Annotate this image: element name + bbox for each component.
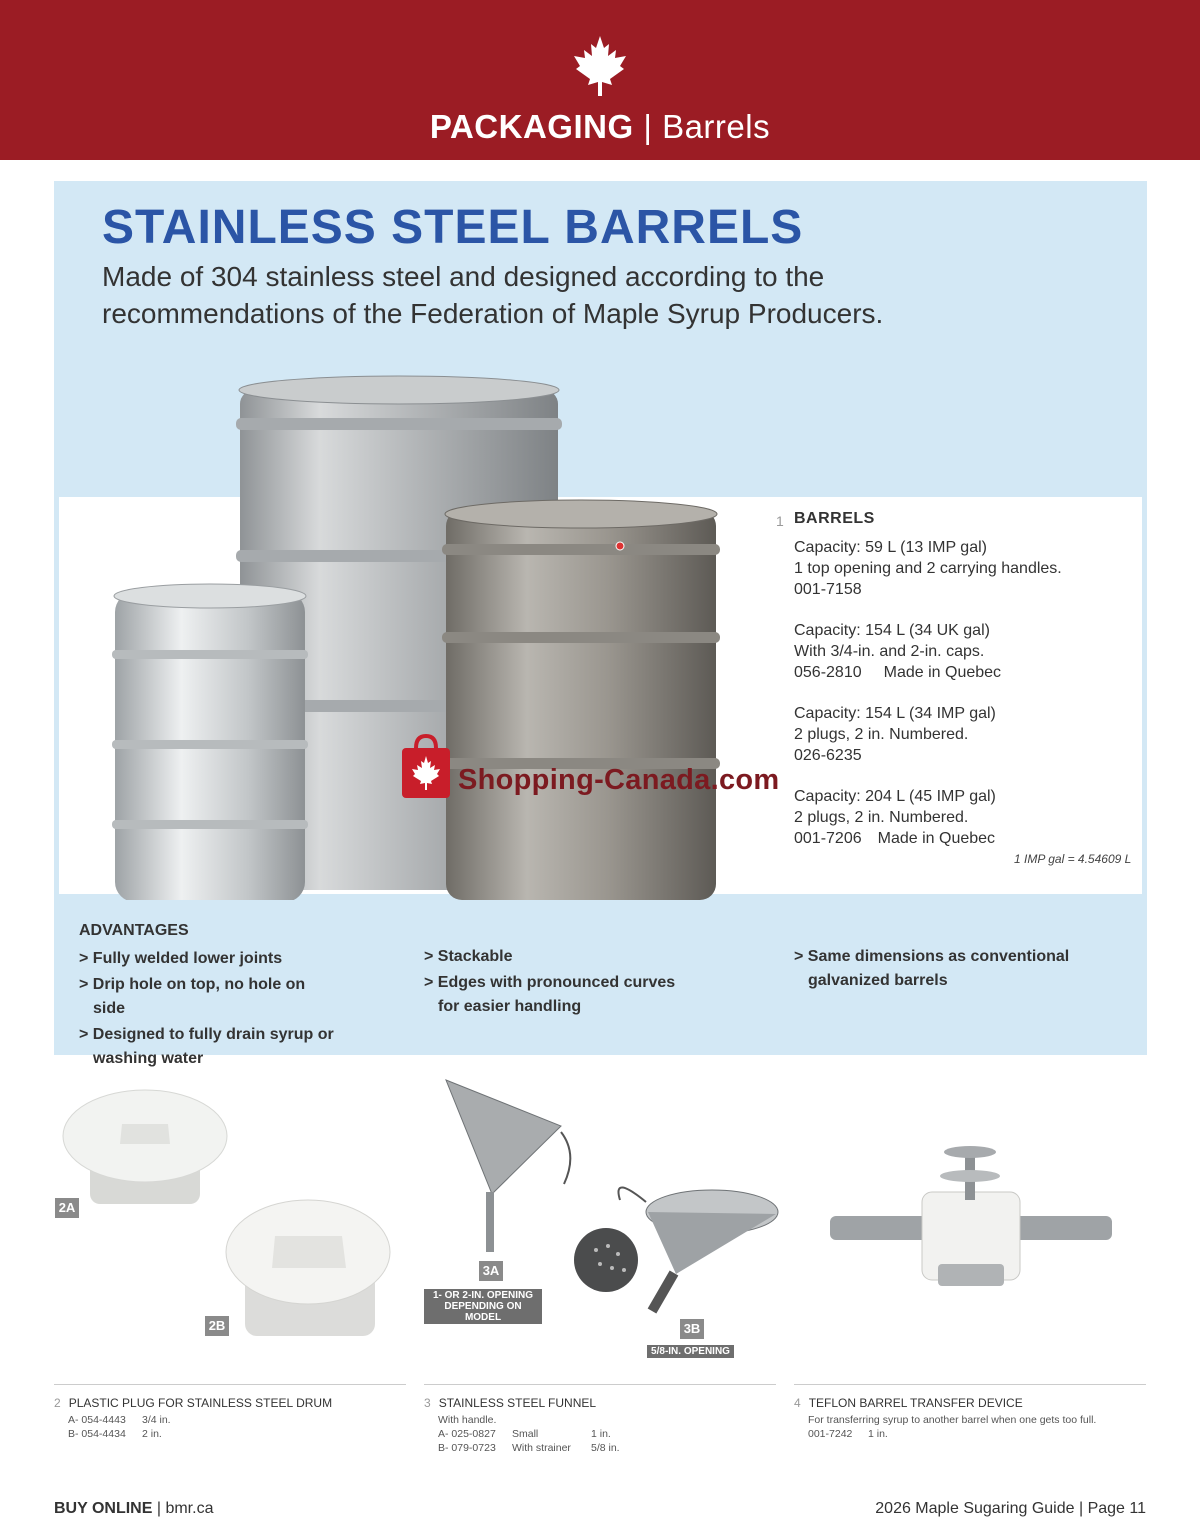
medium-barrel xyxy=(442,500,720,900)
variant-origin: Made in Quebec xyxy=(883,664,1002,681)
item-code: 001-7242 xyxy=(808,1428,853,1440)
product-details xyxy=(808,1413,1096,1441)
shopping-bag-maple-icon xyxy=(400,732,452,798)
variant-capacity: Capacity: 59 L (13 IMP gal) xyxy=(794,539,987,556)
funnel-photo xyxy=(436,1074,786,1374)
page-subtitle: Made of 304 stainless steel and designed according to the recommendations of the Federation of Maple Syrup Producers. xyxy=(102,261,884,329)
item-code: B- 079-0723 xyxy=(438,1442,496,1454)
footer-separator: | xyxy=(156,1500,161,1517)
variant-block xyxy=(794,537,1062,600)
advantage-item: > Stackable xyxy=(424,948,513,965)
watermark-text: Shopping-Canada.com xyxy=(458,764,780,796)
footer-right xyxy=(875,1500,1146,1518)
variant-feature: 2 plugs, 2 in. Numbered. xyxy=(794,809,969,826)
footer-separator: | xyxy=(1078,1500,1084,1517)
section-name: PACKAGING xyxy=(429,108,634,145)
page-header xyxy=(0,0,1200,160)
tag-2a: 2A xyxy=(55,1198,79,1218)
item-number: 1 xyxy=(776,513,784,529)
item-size: 3/4 in. xyxy=(142,1414,171,1426)
item-number: 4 xyxy=(794,1396,801,1410)
funnel-b xyxy=(618,1187,778,1313)
variant-capacity: Capacity: 154 L (34 IMP gal) xyxy=(794,705,996,722)
item-size: 1 in. xyxy=(591,1428,611,1440)
page-title: STAINLESS STEEL BARRELS xyxy=(102,201,804,254)
advantages-title: ADVANTAGES xyxy=(79,922,189,939)
barrels-photo xyxy=(100,370,740,900)
buy-online-label: BUY ONLINE xyxy=(54,1500,153,1517)
item-size: 1 in. xyxy=(868,1428,888,1440)
item-title: STAINLESS STEEL FUNNEL xyxy=(438,1396,597,1410)
footer-left xyxy=(54,1500,213,1518)
product-heading xyxy=(54,1396,332,1410)
unit-conversion-note: 1 IMP gal = 4.54609 L xyxy=(1014,852,1132,866)
strainer-disc xyxy=(574,1228,638,1292)
maple-leaf-icon xyxy=(568,34,632,98)
tag-note-line: 1- OR 2-IN. OPENING xyxy=(432,1290,533,1301)
subsection-name: Barrels xyxy=(662,108,771,145)
variant-feature: 1 top opening and 2 carrying handles. xyxy=(794,560,1062,577)
tag-3a: 3A xyxy=(479,1261,503,1281)
variant-block xyxy=(794,786,996,849)
tag-2b: 2B xyxy=(205,1316,229,1336)
item-type: Small xyxy=(512,1428,539,1440)
advantages-column xyxy=(79,947,339,1073)
advantage-item: > Fully welded lower joints xyxy=(79,950,283,967)
advantage-item: > Drip hole on top, no hole on side xyxy=(79,976,306,1017)
variant-block xyxy=(794,620,1001,683)
advantage-item: > Designed to fully drain syrup or washing water xyxy=(79,1026,334,1067)
plug-b xyxy=(226,1200,390,1336)
variant-feature: With 3/4-in. and 2-in. caps. xyxy=(794,643,985,660)
item-type: With strainer xyxy=(512,1442,571,1454)
tag-3b-note: 5/8-IN. OPENING xyxy=(647,1345,734,1358)
advantages-column xyxy=(424,945,694,1021)
variant-code: 001-7158 xyxy=(794,581,862,598)
product-heading xyxy=(424,1396,596,1410)
variant-code: 056-2810 xyxy=(794,664,862,681)
header-title xyxy=(0,108,1200,146)
item-title: TEFLON BARREL TRANSFER DEVICE xyxy=(808,1396,1023,1410)
tag-3a-note xyxy=(424,1289,542,1324)
item-title: PLASTIC PLUG FOR STAINLESS STEEL DRUM xyxy=(68,1396,333,1410)
item-code: B- 054-4434 xyxy=(68,1428,126,1440)
plastic-plug-photo xyxy=(60,1088,400,1348)
funnel-a xyxy=(446,1080,570,1252)
variant-code: 026-6235 xyxy=(794,747,862,764)
title-separator: | xyxy=(643,108,653,145)
variant-code: 001-7206 xyxy=(794,830,862,847)
item-number: 2 xyxy=(54,1396,61,1410)
small-keg xyxy=(112,584,308,900)
guide-name: 2026 Maple Sugaring Guide xyxy=(875,1500,1075,1517)
item-size: 5/8 in. xyxy=(591,1442,620,1454)
advantages-column xyxy=(794,945,1074,995)
item-title: BARRELS xyxy=(794,510,875,527)
item-description: With handle. xyxy=(438,1414,497,1426)
product-details xyxy=(438,1413,620,1455)
item-size: 2 in. xyxy=(142,1428,162,1440)
tag-note-line: DEPENDING ON MODEL xyxy=(444,1301,522,1323)
item-code: A- 054-4443 xyxy=(68,1414,126,1426)
item-number: 3 xyxy=(424,1396,431,1410)
advantage-item: > Edges with pronounced curves for easier handling xyxy=(424,974,676,1015)
tag-3b: 3B xyxy=(680,1319,704,1339)
divider xyxy=(424,1384,776,1385)
transfer-device-photo xyxy=(826,1140,1116,1300)
variant-capacity: Capacity: 154 L (34 UK gal) xyxy=(794,622,990,639)
advantage-item: > Same dimensions as conventional galvanized barrels xyxy=(794,948,1070,989)
item-description: For transferring syrup to another barrel when one gets too full. xyxy=(808,1414,1097,1426)
variant-block xyxy=(794,703,996,766)
item-code: A- 025-0827 xyxy=(438,1428,496,1440)
divider xyxy=(54,1384,406,1385)
product-details xyxy=(68,1413,171,1441)
variant-origin: Made in Quebec xyxy=(877,830,996,847)
variant-feature: 2 plugs, 2 in. Numbered. xyxy=(794,726,969,743)
page-number: Page 11 xyxy=(1087,1500,1146,1517)
plug-a xyxy=(63,1090,227,1204)
divider xyxy=(794,1384,1146,1385)
variant-capacity: Capacity: 204 L (45 IMP gal) xyxy=(794,788,996,805)
product-heading xyxy=(794,1396,1023,1410)
site-link[interactable]: bmr.ca xyxy=(165,1500,214,1517)
